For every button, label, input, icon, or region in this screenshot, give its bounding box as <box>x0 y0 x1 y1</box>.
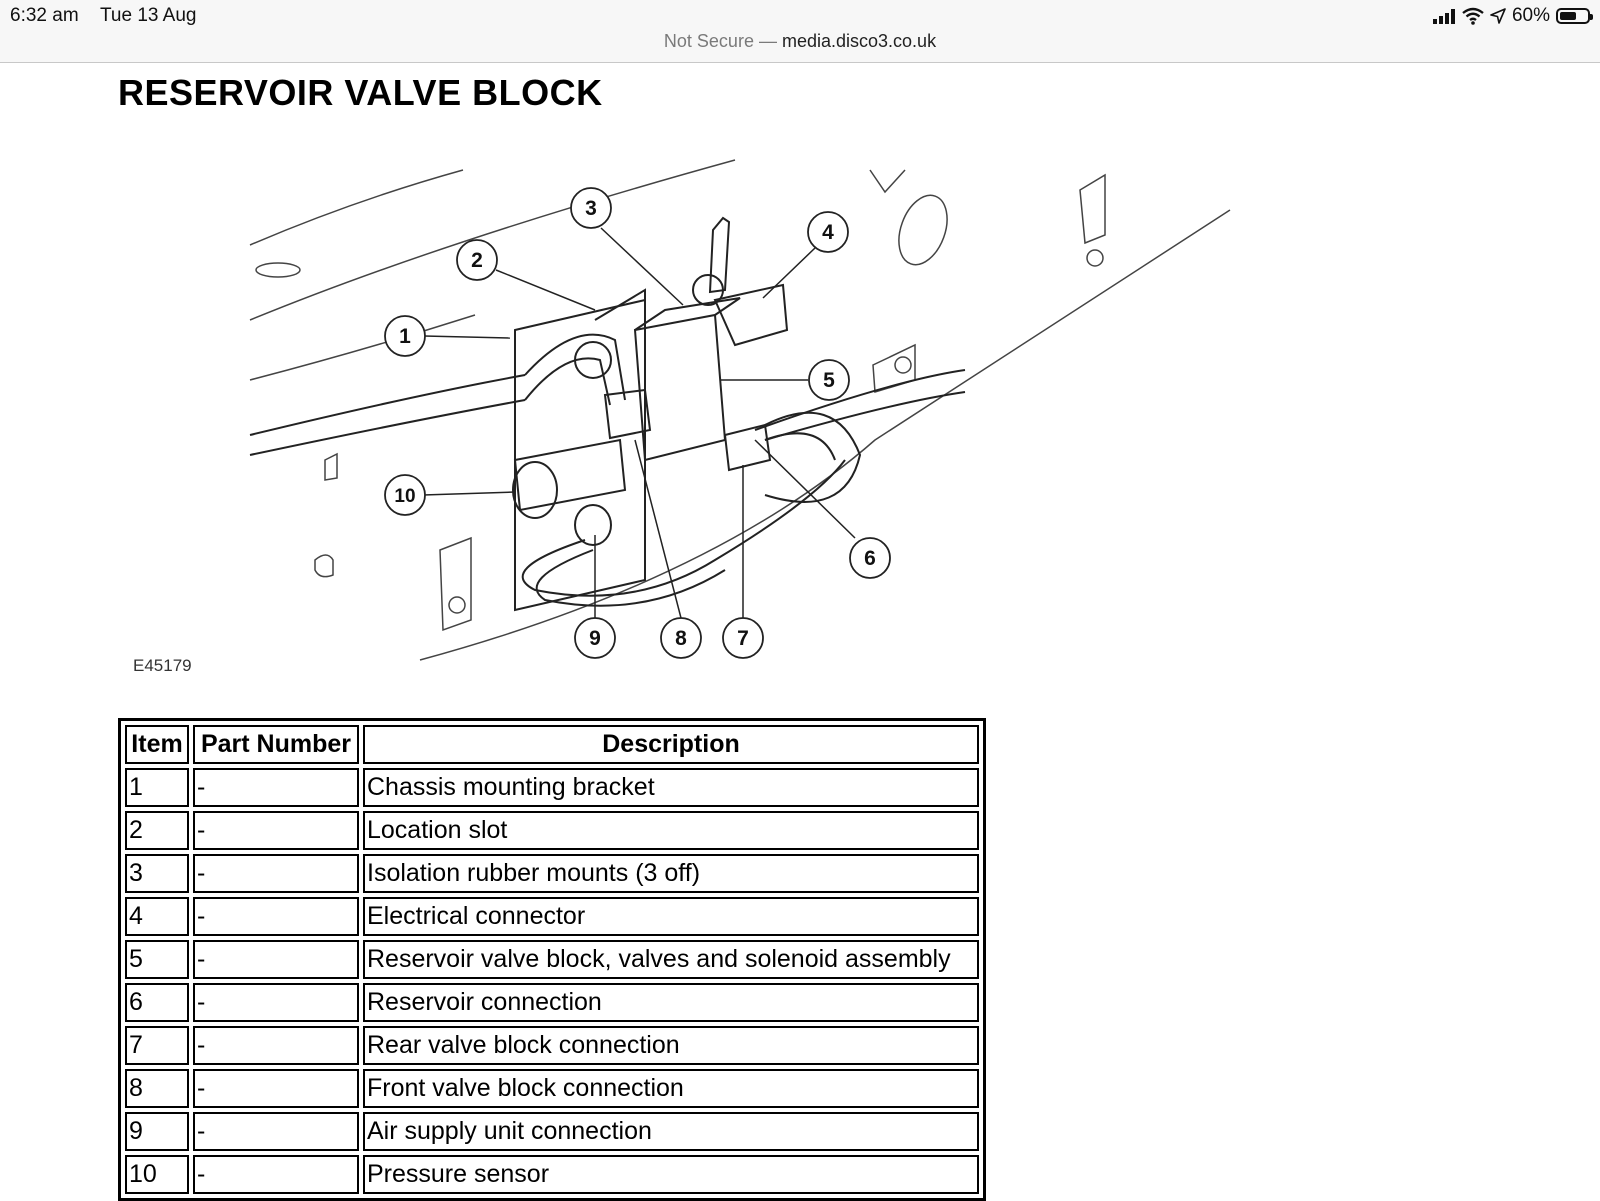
cell-description: Chassis mounting bracket <box>363 768 979 807</box>
cell-description: Pressure sensor <box>363 1155 979 1194</box>
figure-code: E45179 <box>133 656 192 675</box>
callout-3 <box>571 188 611 228</box>
cell-description: Air supply unit connection <box>363 1112 979 1151</box>
table-row <box>125 983 979 1022</box>
table-row <box>125 1155 979 1194</box>
parts-table <box>118 718 986 1201</box>
cell-item: 9 <box>125 1112 189 1151</box>
cell-part-number: - <box>193 1155 359 1194</box>
callout-label: 9 <box>589 627 601 650</box>
table-row <box>125 768 979 807</box>
valve-block-diagram <box>115 140 1275 700</box>
callout-label: 3 <box>585 197 597 220</box>
cell-part-number: - <box>193 768 359 807</box>
chassis-outline <box>250 160 1230 660</box>
callout-label: 1 <box>399 325 411 348</box>
callout-label: 4 <box>822 221 834 244</box>
address-separator: — <box>758 31 777 51</box>
cell-part-number: - <box>193 1112 359 1151</box>
security-label: Not Secure <box>663 31 754 51</box>
cell-description: Front valve block connection <box>363 1069 979 1108</box>
cell-item: 6 <box>125 983 189 1022</box>
battery-percent: 60% <box>1511 5 1550 26</box>
table-row <box>125 1112 979 1151</box>
cell-description: Isolation rubber mounts (3 off) <box>363 854 979 893</box>
callout-markers <box>385 188 890 658</box>
wifi-icon <box>1462 7 1484 25</box>
table-row <box>125 940 979 979</box>
callout-label: 7 <box>737 627 749 650</box>
cell-description: Location slot <box>363 811 979 850</box>
battery-icon <box>1556 8 1590 24</box>
callout-label: 5 <box>823 369 835 392</box>
cell-item: 8 <box>125 1069 189 1108</box>
cell-part-number: - <box>193 1069 359 1108</box>
callout-7 <box>723 618 763 658</box>
cell-part-number: - <box>193 940 359 979</box>
header-part-number: Part Number <box>193 725 359 764</box>
status-bar <box>0 0 1600 63</box>
cell-description: Rear valve block connection <box>363 1026 979 1065</box>
callout-8 <box>661 618 701 658</box>
callout-9 <box>575 618 615 658</box>
cell-part-number: - <box>193 897 359 936</box>
callout-5 <box>809 360 849 400</box>
address-domain: media.disco3.co.uk <box>781 31 937 51</box>
callout-label: 10 <box>394 486 416 507</box>
page-title: RESERVOIR VALVE BLOCK <box>118 72 603 113</box>
table-row <box>125 897 979 936</box>
cell-description: Electrical connector <box>363 897 979 936</box>
status-time: 6:32 am <box>10 5 79 26</box>
cell-item: 3 <box>125 854 189 893</box>
callout-10 <box>385 475 425 515</box>
cell-part-number: - <box>193 1026 359 1065</box>
table-row <box>125 1026 979 1065</box>
callout-label: 2 <box>471 249 483 272</box>
location-arrow-icon <box>1490 8 1506 24</box>
cell-part-number: - <box>193 983 359 1022</box>
cell-item: 2 <box>125 811 189 850</box>
cell-item: 7 <box>125 1026 189 1065</box>
table-row <box>125 854 979 893</box>
cell-description: Reservoir connection <box>363 983 979 1022</box>
callout-label: 8 <box>675 627 687 650</box>
cell-description: Reservoir valve block, valves and solenoid assembly <box>363 940 979 979</box>
cell-part-number: - <box>193 811 359 850</box>
table-row <box>125 811 979 850</box>
cell-part-number: - <box>193 854 359 893</box>
callout-1 <box>385 316 425 356</box>
callout-4 <box>808 212 848 252</box>
cell-item: 4 <box>125 897 189 936</box>
system-indicators <box>1432 4 1590 28</box>
status-date: Tue 13 Aug <box>100 5 197 26</box>
cellular-signal-icon <box>1432 8 1456 24</box>
header-item: Item <box>125 725 189 764</box>
cell-item: 10 <box>125 1155 189 1194</box>
table-header-row <box>125 725 979 764</box>
callout-2 <box>457 240 497 280</box>
table-row <box>125 1069 979 1108</box>
address-bar[interactable] <box>0 31 1600 52</box>
header-description: Description <box>363 725 979 764</box>
callout-label: 6 <box>864 547 876 570</box>
callout-6 <box>850 538 890 578</box>
cell-item: 5 <box>125 940 189 979</box>
cell-item: 1 <box>125 768 189 807</box>
callout-leaders <box>423 228 855 618</box>
